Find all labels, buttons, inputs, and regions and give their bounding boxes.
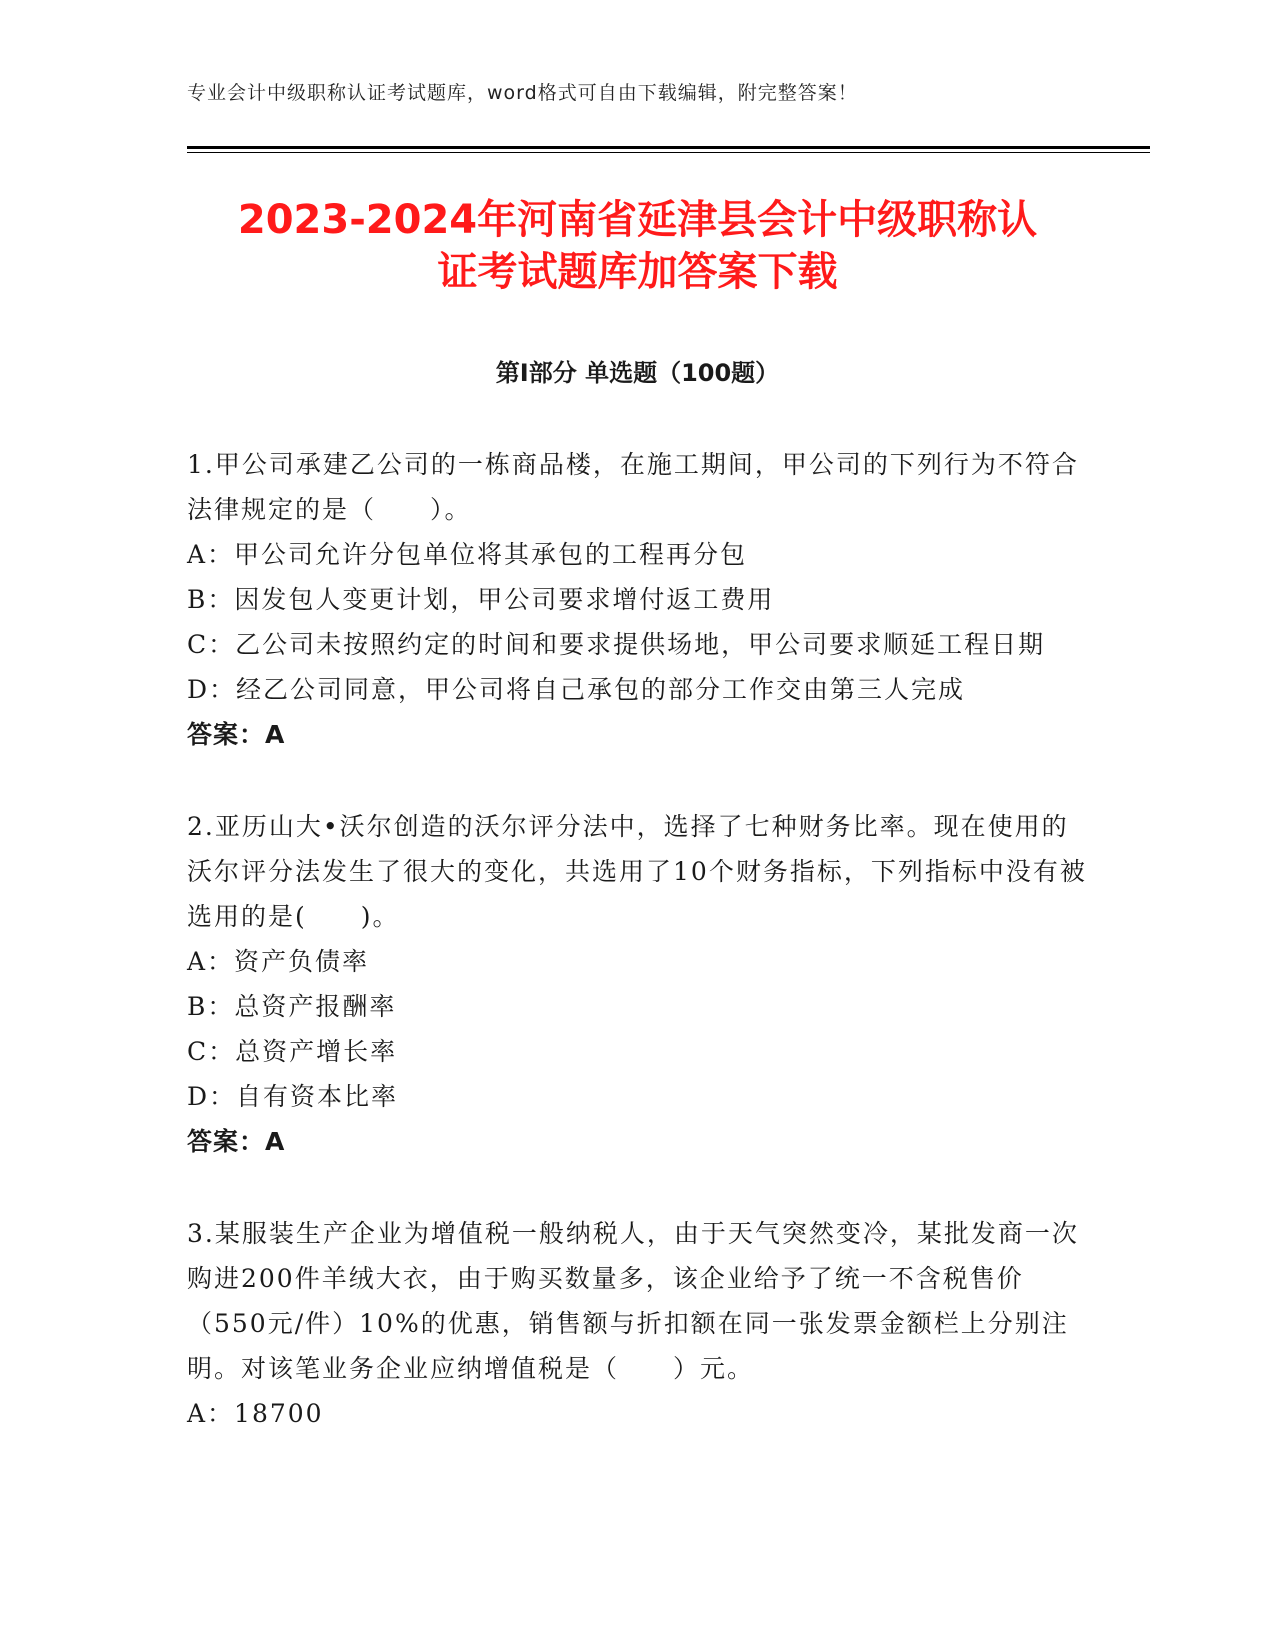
question-2 xyxy=(187,804,1087,1164)
option-a: A：甲公司允许分包单位将其承包的工程再分包 xyxy=(187,540,748,569)
question-stem: 3.某服装生产企业为增值税一般纳税人，由于天气突然变冷，某批发商一次购进200件羊绒大衣，由于购买数量多，该企业给予了统一不含税售价（550元/件）10%的优惠，销售额与折扣额在同一张发票金额栏上分别注明。对该笔业务企业应纳增值税是（ ）元。 xyxy=(187,1219,1079,1383)
option-a: A：18700 xyxy=(187,1399,324,1428)
option-d: D：自有资本比率 xyxy=(187,1082,399,1111)
question-stem: 2.亚历山大•沃尔创造的沃尔评分法中，选择了七种财务比率。现在使用的沃尔评分法发生了很大的变化，共选用了10个财务指标，下列指标中没有被选用的是( )。 xyxy=(187,812,1087,931)
header-divider-thin xyxy=(187,152,1150,153)
question-list xyxy=(187,442,1087,1483)
document-title-line-1: 2023-2024年河南省延津县会计中级职称认 xyxy=(237,197,1038,243)
document-title-line-2: 证考试题库加答案下载 xyxy=(437,249,838,295)
header-note: 专业会计中级职称认证考试题库，word格式可自由下载编辑，附完整答案！ xyxy=(187,82,858,104)
header-divider-thick xyxy=(187,146,1150,149)
option-d: D：经乙公司同意，甲公司将自己承包的部分工作交由第三人完成 xyxy=(187,675,966,704)
question-stem: 1.甲公司承建乙公司的一栋商品楼，在施工期间，甲公司的下列行为不符合法律规定的是（ ）。 xyxy=(187,450,1079,524)
question-1 xyxy=(187,442,1087,757)
option-c: C：乙公司未按照约定的时间和要求提供场地，甲公司要求顺延工程日期 xyxy=(187,630,1046,659)
option-b: B：因发包人变更计划，甲公司要求增付返工费用 xyxy=(187,585,775,614)
option-c: C：总资产增长率 xyxy=(187,1037,398,1066)
option-a: A：资产负债率 xyxy=(187,947,370,976)
answer: 答案：A xyxy=(187,720,286,749)
answer: 答案：A xyxy=(187,1127,286,1156)
document-title xyxy=(150,194,1125,298)
section-heading: 第I部分 单选题（100题） xyxy=(495,359,780,387)
option-b: B：总资产报酬率 xyxy=(187,992,397,1021)
question-3 xyxy=(187,1211,1087,1436)
